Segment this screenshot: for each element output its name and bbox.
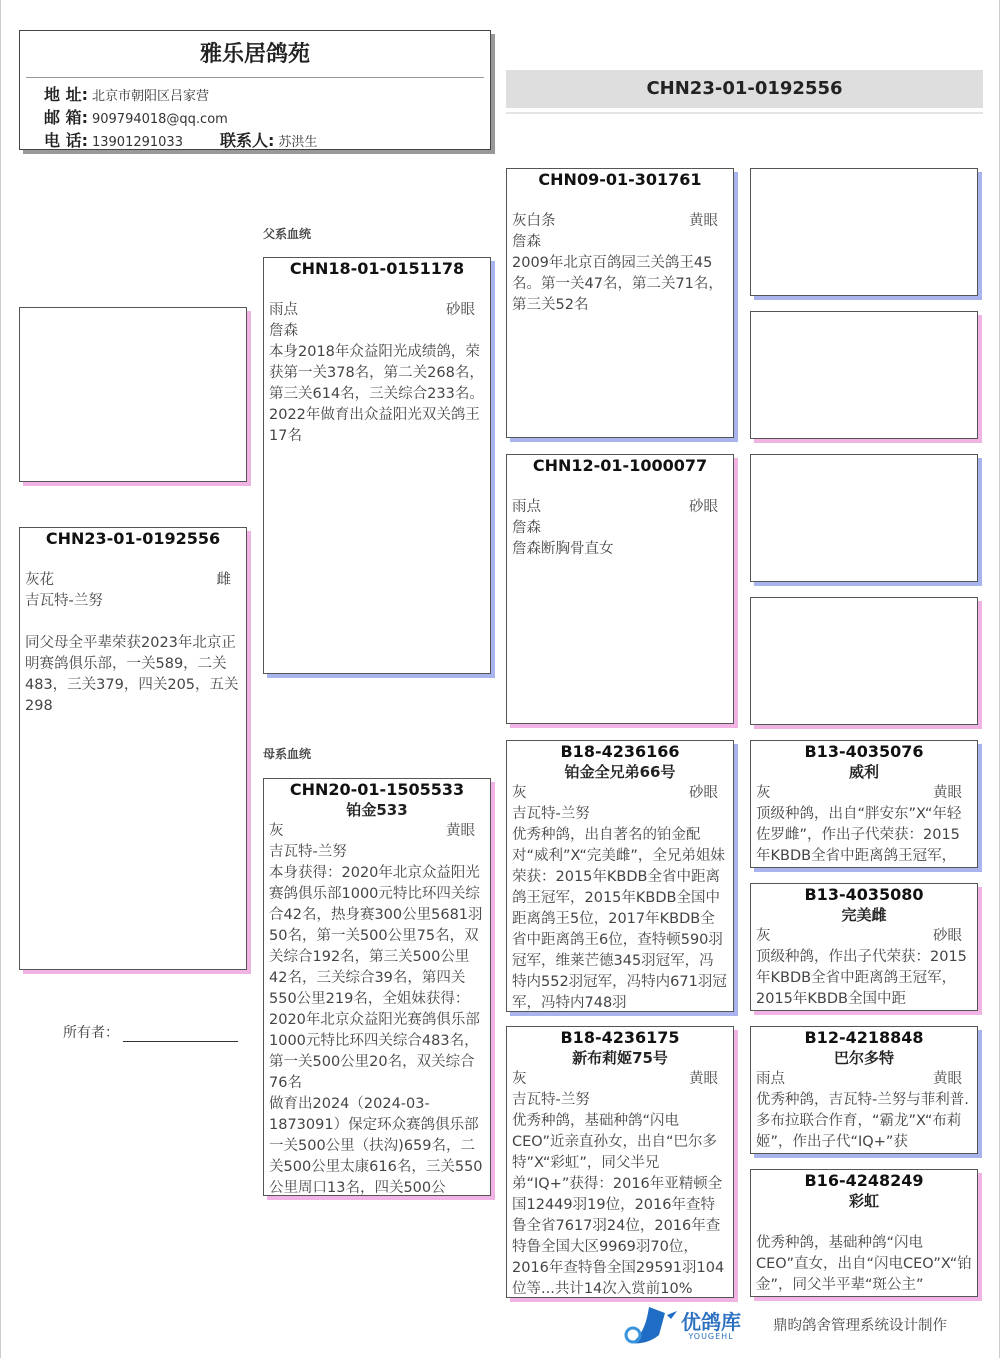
color-eye-row <box>756 1069 972 1090</box>
notes: 詹森断胸骨直女 <box>512 541 614 557</box>
feather-color: 灰 <box>269 823 284 839</box>
divider <box>26 77 484 78</box>
eye-or-sex: 雌 <box>216 572 231 588</box>
strain: 詹森 <box>269 323 298 339</box>
eye-or-sex: 砂眼 <box>689 785 718 801</box>
address: 北京市朝阳区吕家营 <box>91 89 209 104</box>
pigeon-name: 完美雌 <box>841 906 887 924</box>
pedigree-card-dds <box>750 1026 978 1154</box>
ring-number: B18-4236166 <box>560 742 680 761</box>
feather-color: 雨点 <box>269 302 298 318</box>
pedigree-card-sss <box>750 168 978 296</box>
pedigree-card-sire-sire <box>506 168 734 438</box>
color-eye-row <box>25 570 241 591</box>
eye-or-sex: 砂眼 <box>689 499 718 515</box>
feather-color: 灰白条 <box>512 213 556 229</box>
feather-color: 灰花 <box>25 572 54 588</box>
eye-or-sex: 砂眼 <box>933 928 962 944</box>
ring-number: B16-4248249 <box>804 1171 924 1190</box>
bird-logo-icon <box>619 1305 681 1347</box>
spacer <box>25 612 241 633</box>
logo-text: 优鸽库 <box>681 1309 741 1334</box>
ring-number: CHN09-01-301761 <box>538 170 702 189</box>
notes: 顶级种鸽，出自“胖安东”X“年轻佐罗雌”，作出子代荣获：2015年KBDB全省中距离鸽王冠军， <box>756 806 962 864</box>
notes: 优秀种鸽，基础种鸽“闪电CEO”近亲直孙女，出自“巴尔多特”X“彩虹”，同父半兄弟“IQ+”获得：2016年亚精顿全国12449羽19位，2016年查特鲁全省7617羽24位，2016年查特鲁全国大区9969羽70位，2016年查特鲁全国29591羽104位等...共计14次入赏前10% <box>512 1113 725 1297</box>
notes: 本身获得：2020年北京众益阳光赛鸽俱乐部1000元特比环四关综合42名，热身赛300公里5681羽50名，第一关500公里75名，双关综合192名，第三关500公里42名，三关综合39名，第四关550公里219名，全姐妹获得：2020年北京众益阳光赛鸽俱乐部1000元特比环四关综合483名，第一关500公里20名，双关综合76名 做育出2024（2024-03-1873091）保定环众赛鸽俱乐部一关500公里（扶沟)659名，二关500公里太康616名，三关550公里周口13名，四关500公 <box>269 865 483 1196</box>
spacer <box>756 1212 972 1233</box>
pigeon-name: 威利 <box>848 763 879 781</box>
owner-field <box>63 1022 238 1042</box>
strain: 詹森 <box>512 520 541 536</box>
contact-label: 联系人: <box>219 131 275 150</box>
pedigree-title: CHN23-01-0192556 <box>506 70 983 108</box>
loft-info-box <box>19 30 491 150</box>
notes: 优秀种鸽，基础种鸽“闪电CEO”直女，出自“闪电CEO”X“铂金”，同父半平辈“斑公主” <box>756 1235 972 1293</box>
pigeon-name: 彩虹 <box>848 1192 879 1210</box>
dam-line-label: 母系血统 <box>263 747 312 761</box>
color-eye-row <box>269 821 485 842</box>
pedigree-card-dam-sire <box>506 740 734 1012</box>
pedigree-card-sdd <box>750 597 978 725</box>
color-eye-row <box>269 300 485 321</box>
color-eye-row <box>756 783 972 804</box>
phone: 13901291033 <box>91 135 183 150</box>
notes: 同父母全平辈荣获2023年北京正明赛鸽俱乐部，一关589，二关483，三关379，四关205，五关298 <box>25 635 239 714</box>
pigeon-name: 巴尔多特 <box>833 1049 894 1067</box>
eye-or-sex: 黄眼 <box>689 213 718 229</box>
strain: 吉瓦特-兰努 <box>512 1092 590 1108</box>
pedigree-card-ssd <box>750 311 978 439</box>
pedigree-card-sire <box>263 257 491 674</box>
eye-or-sex: 砂眼 <box>446 302 475 318</box>
feather-color: 灰 <box>512 785 527 801</box>
strain: 吉瓦特-兰努 <box>25 593 103 609</box>
pedigree-card-dam-dam <box>506 1026 734 1298</box>
feather-color: 灰 <box>512 1071 527 1087</box>
pedigree-card-sire-dam <box>506 454 734 724</box>
ring-number: CHN18-01-0151178 <box>289 259 465 278</box>
color-eye-row <box>512 1069 728 1090</box>
color-eye-row <box>512 783 728 804</box>
ring-number: B18-4236175 <box>560 1028 680 1047</box>
feather-color: 雨点 <box>512 499 541 515</box>
sire-line-label: 父系血统 <box>263 227 312 241</box>
strain: 吉瓦特-兰努 <box>269 844 347 860</box>
eye-or-sex: 黄眼 <box>933 1071 962 1087</box>
ring-number: B13-4035076 <box>804 742 924 761</box>
logo-subtext: YOUGEHL <box>688 1331 734 1341</box>
ring-number: CHN23-01-0192556 <box>45 529 221 548</box>
notes: 优秀种鸽，吉瓦特-兰努与菲利普.多布拉联合作育，“霸龙”X“布莉姬”，作出子代“IQ+”获 <box>756 1092 969 1150</box>
phone-label: 电 话: <box>44 131 88 150</box>
pigeon-name: 新布莉姬75号 <box>572 1049 668 1067</box>
notes: 本身2018年众益阳光成绩鸽，荣获第一关378名，第二关268名，第三关614名，三关综合233名。 2022年做育出众益阳光双关鸽王17名 <box>269 344 484 444</box>
pedigree-card-ddd <box>750 1169 978 1297</box>
ring-number: CHN20-01-1505533 <box>289 780 465 799</box>
address-label: 地 址: <box>44 85 88 104</box>
spacer <box>512 476 728 497</box>
feather-color: 灰 <box>756 785 771 801</box>
spacer <box>269 279 485 300</box>
email: 909794018@qq.com <box>91 112 228 127</box>
feather-color: 灰 <box>756 928 771 944</box>
owner-label: 所有者： <box>63 1025 119 1041</box>
loft-name: 雅乐居鸽苑 <box>199 42 310 67</box>
ring-number: CHN12-01-1000077 <box>532 456 708 475</box>
strain: 詹森 <box>512 234 541 250</box>
email-label: 邮 箱: <box>44 108 88 127</box>
pedigree-card-subject-photo <box>19 307 247 482</box>
feather-color: 雨点 <box>756 1071 785 1087</box>
ring-number: B12-4218848 <box>804 1028 924 1047</box>
spacer <box>25 549 241 570</box>
eye-or-sex: 黄眼 <box>446 823 475 839</box>
strain: 吉瓦特-兰努 <box>512 806 590 822</box>
pedigree-card-sds <box>750 454 978 582</box>
eye-or-sex: 黄眼 <box>689 1071 718 1087</box>
pigeon-name: 铂金全兄弟66号 <box>564 763 676 781</box>
pedigree-card-subject <box>19 527 247 970</box>
pigeon-name: 铂金533 <box>346 801 408 819</box>
footer-credit: 鼎昀鸽舍管理系统设计制作 <box>773 1318 947 1334</box>
spacer <box>512 190 728 211</box>
pedigree-card-dsd <box>750 883 978 1011</box>
eye-or-sex: 黄眼 <box>933 785 962 801</box>
color-eye-row <box>512 211 728 232</box>
color-eye-row <box>512 497 728 518</box>
notes: 优秀种鸽，出自著名的铂金配对“威利”X“完美雌”，全兄弟姐妹荣获：2015年KBDB全省中距离鸽王冠军，2015年KBDB全国中距离鸽王5位，2017年KBDB全省中距离鸽王6位，查特顿590羽冠军，维莱芒德345羽冠军，冯特内552羽冠军，冯特内671羽冠军，冯特内748羽 <box>512 827 727 1011</box>
logo <box>619 1305 741 1347</box>
title-underline <box>506 112 983 114</box>
pedigree-card-dss <box>750 740 978 868</box>
notes: 2009年北京百鸽园三关鸽王45名。第一关47名，第二关71名，第三关52名 <box>512 255 723 313</box>
pedigree-card-dam <box>263 778 491 1196</box>
color-eye-row <box>756 926 972 947</box>
notes: 顶级种鸽，作出子代荣获：2015年KBDB全省中距离鸽王冠军，2015年KBDB全国中距 <box>756 949 967 1007</box>
owner-blank-line <box>123 1027 238 1042</box>
ring-number: B13-4035080 <box>804 885 924 904</box>
contact: 苏洪生 <box>278 135 318 150</box>
